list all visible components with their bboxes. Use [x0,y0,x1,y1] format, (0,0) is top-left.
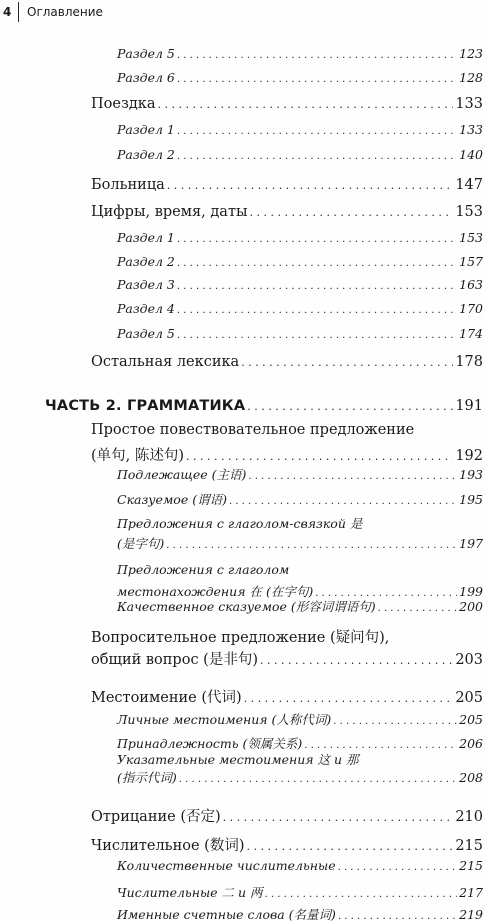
toc-page-number: 153 [459,230,483,245]
toc-page-number: 219 [459,907,483,922]
toc-entry[interactable] [117,710,483,728]
toc-page-number: 210 [455,809,483,825]
toc-entry[interactable] [117,301,483,316]
dot-leader [166,540,457,551]
toc-entry-label: Числительное (数词) [91,838,245,854]
toc-page-number: 205 [459,712,483,727]
dot-leader [177,50,457,61]
toc-page-number: 192 [455,448,483,464]
toc-entry-label: Поездка [91,96,156,112]
toc-page-number: 170 [459,301,483,316]
toc-entry-label: Принадлежность (领属关系) [117,736,303,751]
toc-entry[interactable] [91,177,483,193]
dot-leader [158,98,454,111]
dot-leader [177,281,457,292]
toc-entry[interactable] [91,834,483,855]
dot-leader [229,496,457,507]
dot-leader [177,234,457,245]
toc-entry[interactable] [117,597,483,615]
header-page-number: 4 [3,5,12,19]
toc-entry-first-line: Простое повествовательное предложение [91,422,415,438]
toc-entry[interactable] [117,277,483,292]
toc-entry-label: Именные счетные слова (名量词) [117,907,336,922]
toc-entry[interactable] [117,326,483,341]
toc-entry-label: Цифры, время, даты [91,204,248,220]
toc-entry-label: Личные местоимения (人称代词) [117,712,332,727]
dot-leader [265,889,458,900]
toc-page-number: 208 [459,770,483,785]
toc-entry[interactable] [91,648,483,669]
toc-entry-label: Отрицание (否定) [91,809,221,825]
toc-page-number: 217 [459,885,483,900]
toc-page-number: 174 [459,326,483,341]
toc-page-number: 197 [459,536,483,551]
dot-leader [177,151,457,162]
toc-page-number: 140 [459,147,483,162]
toc-page-number: 133 [455,96,483,112]
toc-entry-first-line: Предложения с глаголом-связкой 是 [117,516,363,531]
dot-leader [186,450,453,463]
dot-leader [177,74,457,85]
toc-page-number: 215 [459,858,483,873]
toc-entry[interactable] [91,204,483,220]
dot-leader [338,911,457,922]
toc-entry[interactable] [117,147,483,162]
dot-leader [167,179,454,192]
toc-entry-label: Сказуемое (谓语) [117,492,227,507]
toc-page-number: 199 [459,584,483,599]
toc-entry[interactable] [117,230,483,245]
dot-leader [338,862,458,873]
toc-entry-label: Раздел 4 [117,301,175,316]
toc-entry[interactable] [91,444,483,465]
toc-entry[interactable] [117,883,483,901]
toc-page-number: 153 [455,204,483,220]
header-title: Оглавление [27,5,103,19]
toc-entry-label: местонахождения 在 (在字句) [117,584,314,599]
toc-entry-label: Больница [91,177,165,193]
toc-part-heading[interactable] [45,398,483,414]
toc-entry-label: Раздел 2 [117,147,175,162]
toc-page-number: 128 [459,70,483,85]
toc-entry-label: Местоимение (代词) [91,690,242,706]
dot-leader [244,692,454,705]
toc-entry-first-line: Предложения с глаголом [117,562,290,577]
toc-page-number: 200 [459,599,483,614]
dot-leader [241,356,453,369]
toc-entry-label: Раздел 1 [117,122,175,137]
toc-entry[interactable] [91,686,483,707]
toc-entry-first-line: Вопросительное предложение (疑问句), [91,630,390,646]
toc-entry[interactable] [117,465,483,483]
toc-page-number: 215 [455,838,483,854]
toc-entry-label: Раздел 2 [117,254,175,269]
toc-entry-label: Раздел 5 [117,46,175,61]
toc-entry[interactable] [117,490,483,508]
toc-page-number: 193 [459,467,483,482]
toc-entry-first-line: Указательные местоимения 这 и 那 [117,752,359,767]
toc-entry-label: (是字句) [117,536,165,551]
toc-entry[interactable] [117,534,483,552]
dot-leader [177,126,457,137]
toc-entry[interactable] [91,354,483,370]
toc-entry-label: Раздел 6 [117,70,175,85]
dot-leader [333,716,457,727]
toc-page-number: 157 [459,254,483,269]
header-divider [18,2,19,22]
dot-leader [179,774,457,785]
toc-entry-label: общий вопрос (是非句) [91,652,258,668]
dot-leader [177,258,457,269]
toc-page-number: 191 [455,398,483,414]
toc-entry-label: Раздел 3 [117,277,175,292]
toc-page-number: 195 [459,492,483,507]
toc-entry[interactable] [117,858,483,873]
dot-leader [246,840,453,853]
toc-entry[interactable] [91,805,483,826]
toc-page-number: 147 [455,177,483,193]
toc-entry[interactable] [117,46,483,61]
toc-entry-label: (指示代词) [117,770,177,785]
toc-entry[interactable] [117,254,483,269]
dot-leader [248,471,457,482]
dot-leader [250,206,454,219]
toc-entry-label: Подлежащее (主语) [117,467,247,482]
toc-page-number: 163 [459,277,483,292]
toc-entry[interactable] [117,70,483,85]
toc-page-number: 178 [455,354,483,370]
toc-page-number: 206 [459,736,483,751]
toc-entry-label: (单句, 陈述句) [91,448,185,464]
toc-entry-label: Количественные числительные [117,858,336,873]
toc-entry-label: Числительные 二 и 两 [117,885,263,900]
dot-leader [247,400,453,413]
dot-leader [223,811,454,824]
toc-page-number: 123 [459,46,483,61]
dot-leader [260,654,453,667]
toc-entry[interactable] [117,122,483,137]
toc-entry-label: Раздел 1 [117,230,175,245]
toc-entry-label: ЧАСТЬ 2. ГРАММАТИКА [45,398,246,414]
running-header [0,0,486,26]
toc-page-number: 133 [459,122,483,137]
dot-leader [177,330,457,341]
toc-entry-label: Качественное сказуемое (形容词谓语句) [117,599,376,614]
toc-entry-label: Раздел 5 [117,326,175,341]
toc-page-number: 203 [455,652,483,668]
toc-entry[interactable] [117,768,483,786]
dot-leader [378,603,458,614]
dot-leader [177,305,457,316]
toc-page-number: 205 [455,690,483,706]
toc-entry[interactable] [91,96,483,112]
toc-entry-label: Остальная лексика [91,354,240,370]
toc-entry[interactable] [117,905,483,923]
